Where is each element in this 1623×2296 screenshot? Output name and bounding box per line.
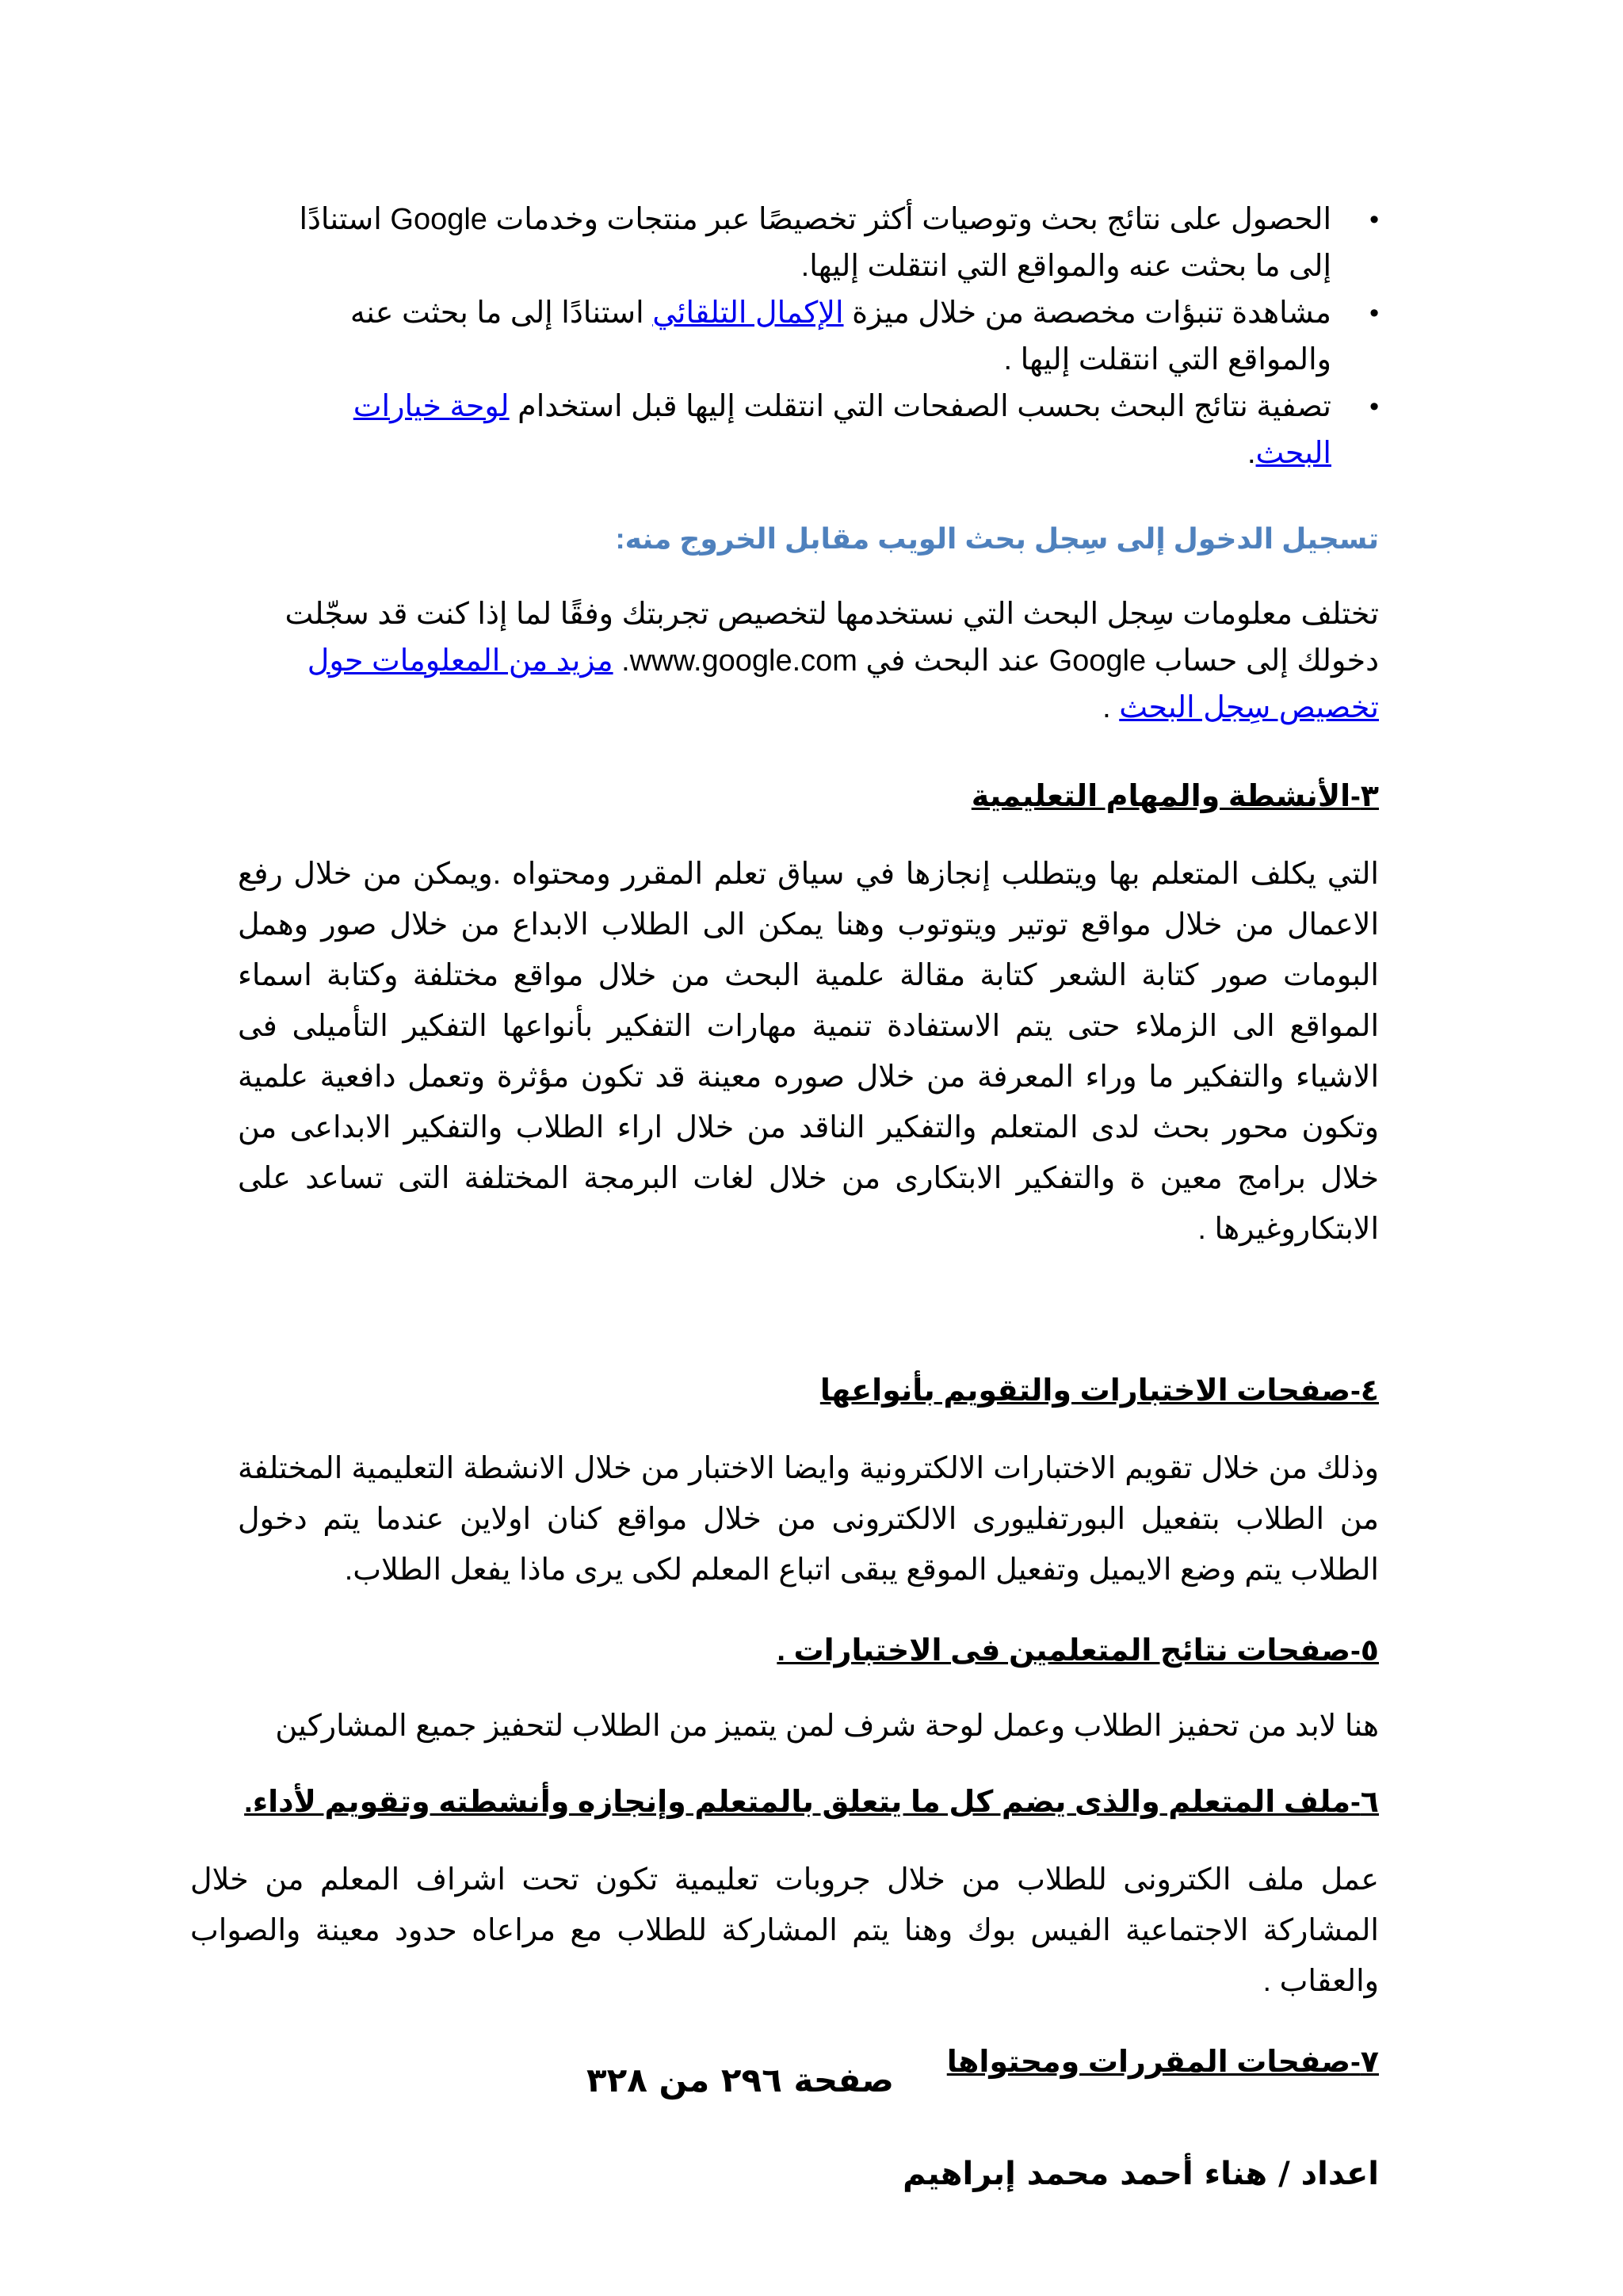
document-content <box>190 197 1379 2086</box>
author-credit: اعداد / هناء أحمد محمد إبراهيم <box>903 2156 1379 2192</box>
section-6-heading: ٦-ملف المتعلم والذى يضم كل ما يتعلق بالمتعلم وإنجازه وأنشطته وتقويم لأداء. <box>244 1786 1379 1819</box>
more-info-link[interactable]: مزيد من المعلومات حول تخصيص سِجل البحث <box>307 644 1379 724</box>
history-paragraph <box>238 591 1379 732</box>
bullet-item <box>284 290 1379 384</box>
section-4-body: وذلك من خلال تقويم الاختبارات الالكترونية وايضا الاختبار من خلال الانشطة التعليمية المختلفة من الطلاب بتفعيل البورتفليورى الالكترونى من خلال مواقع كنان اولاين عندما يتم دخول الطلاب يتم وضع الايميل وتفعيل الموقع يبقى اتباع المعلم لكى يرى ماذا يفعل الطلاب. <box>238 1452 1379 1587</box>
autocomplete-link[interactable]: الإكمال التلقائي <box>652 296 844 330</box>
history-text: تختلف معلومات سِجل البحث التي نستخدمها لتخصيص تجربتك وفقًا لما إذا كنت قد سجّلت دخولك إلى حساب Google عند البحث في www.google.com. <box>285 598 1379 678</box>
section-7-heading: ٧-صفحات المقررات ومحتواها <box>946 2046 1379 2079</box>
section-6-body: عمل ملف الكترونى للطلاب من خلال جروبات تعليمية تكون تحت اشراف المعلم من خلال المشاركة الاجتماعية الفيس بوك وهنا يتم المشاركة للطلاب مع مراعاه حدود معينة والصواب والعقاب . <box>190 1863 1379 1998</box>
history-heading: تسجيل الدخول إلى سِجل بحث الويب مقابل الخروج منه: <box>615 522 1379 555</box>
section-3-heading: ٣-الأنشطة والمهام التعليمية <box>971 780 1379 813</box>
history-text: . <box>1102 691 1120 724</box>
page-number: صفحة ٢٩٦ من ٣٢٨ <box>586 2061 895 2099</box>
section-5-body: هنا لابد من تحفيز الطلاب وعمل لوحة شرف لمن يتميز من الطلاب لتحفيز جميع المشاركين <box>275 1710 1379 1743</box>
page-number-footer <box>0 2061 1623 2099</box>
section-4-heading: ٤-صفحات الاختبارات والتقويم بأنواعها <box>819 1374 1379 1408</box>
section-3-body: التي يكلف المتعلم بها ويتطلب إنجازها في سياق تعلم المقرر ومحتواه .ويمكن من خلال رفع الاعمال من خلال مواقع توتير ويتوتوب وهنا يمكن الى الطلاب الابداع من خلال صور وهمل البومات صور كتابة الشعر كتابة مقالة علمية البحث من خلال مواقع مختلفة وكتابة اسماء المواقع الى الزملاء حتى يتم الاستفادة تنمية مهارات التفكير بأنواعها التفكير التأميلى فى الاشياء والتفكير ما وراء المعرفة من خلال صوره معينة قد تكون مؤثرة وتعمل دافعية علمية وتكون محور بحث لدى المتعلم والتفكير الناقد من خلال اراء الطلاب والتفكير الابداعى من خلال برامج معين ة والتفكير الابتكارى من خلال لغات البرمجة المختلفة التى تساعد على الابتكاروغيرها . <box>238 858 1379 1246</box>
spacer <box>238 1255 1379 1326</box>
bullet-text: مشاهدة تنبؤات مخصصة من خلال ميزة <box>843 296 1331 330</box>
bullet-text: الحصول على نتائج بحث وتوصيات أكثر تخصيصًا عبر منتجات وخدمات Google استنادًا إلى ما بحثت عنه والمواقع التي انتقلت إليها. <box>299 203 1331 283</box>
bullet-item <box>284 384 1379 477</box>
bullet-text: استنادًا إلى ما بحثت عنه والمواقع التي انتقلت إليها . <box>349 296 1331 376</box>
bullet-list <box>238 197 1379 477</box>
bullet-item <box>284 197 1379 290</box>
bullet-text: تصفية نتائج البحث بحسب الصفحات التي انتقلت إليها قبل استخدام <box>509 390 1331 423</box>
section-5-heading: ٥-صفحات نتائج المتعلمين فى الاختبارات . <box>777 1634 1379 1668</box>
search-options-link[interactable]: لوحة خيارات البحث <box>353 390 1331 470</box>
bullet-text: . <box>1247 437 1256 470</box>
